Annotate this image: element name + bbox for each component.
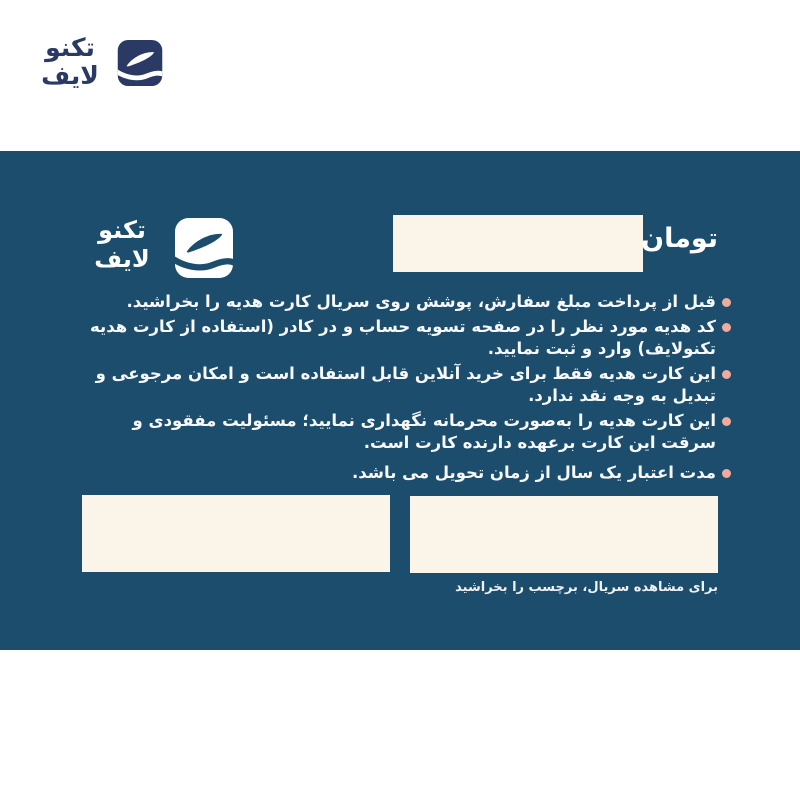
serial-scratch-area[interactable] xyxy=(410,496,718,573)
technolife-wordmark xyxy=(28,34,112,90)
card-wordmark-line1: تکنو xyxy=(98,216,146,244)
amount-currency-label: تومان xyxy=(641,223,718,254)
bullet-dot-icon xyxy=(722,323,731,332)
bullet-dot-icon xyxy=(722,298,731,307)
card-wordmark xyxy=(78,216,166,274)
instruction-text: قبل از پرداخت مبلغ سفارش، پوشش روی سریال کارت هدیه را بخراشید. xyxy=(126,292,716,311)
bullet-dot-icon xyxy=(722,469,731,478)
amount-field[interactable] xyxy=(393,215,643,272)
instruction-item xyxy=(82,363,731,407)
technolife-logo xyxy=(28,33,178,95)
instruction-text: کد هدیه مورد نظر را در صفحه تسویه حساب و در کادر (استفاده از کارت هدیه تکنولایف) وارد و ثبت نمایید. xyxy=(90,317,716,358)
technolife-swoosh-icon xyxy=(116,40,164,90)
instruction-item xyxy=(82,316,731,360)
card-brand-logo xyxy=(78,214,238,284)
instruction-item xyxy=(82,291,731,313)
scratch-hint-text: برای مشاهده سریال، برچسب را بخراشید xyxy=(455,580,718,595)
wordmark-line2: لایف xyxy=(41,61,99,90)
gift-card xyxy=(0,151,800,650)
bullet-dot-icon xyxy=(722,417,731,426)
instruction-text: این کارت هدیه فقط برای خرید آنلاین قابل استفاده است و امکان مرجوعی و تبدیل به وجه نقد ندارد. xyxy=(95,364,716,405)
instruction-text: مدت اعتبار یک سال از زمان تحویل می باشد. xyxy=(351,463,716,482)
card-wordmark-line2: لایف xyxy=(94,245,150,273)
instruction-item xyxy=(82,410,731,454)
card-swoosh-icon xyxy=(175,217,233,283)
instruction-list xyxy=(82,291,731,487)
instruction-item xyxy=(82,462,731,484)
pin-scratch-area[interactable] xyxy=(82,495,390,572)
instruction-text: این کارت هدیه را به‌صورت محرمانه نگهداری نمایید؛ مسئولیت مفقودی و سرقت این کارت برعهده دارنده کارت است. xyxy=(132,411,716,452)
bullet-dot-icon xyxy=(722,370,731,379)
wordmark-line1: تکنو xyxy=(45,33,95,62)
